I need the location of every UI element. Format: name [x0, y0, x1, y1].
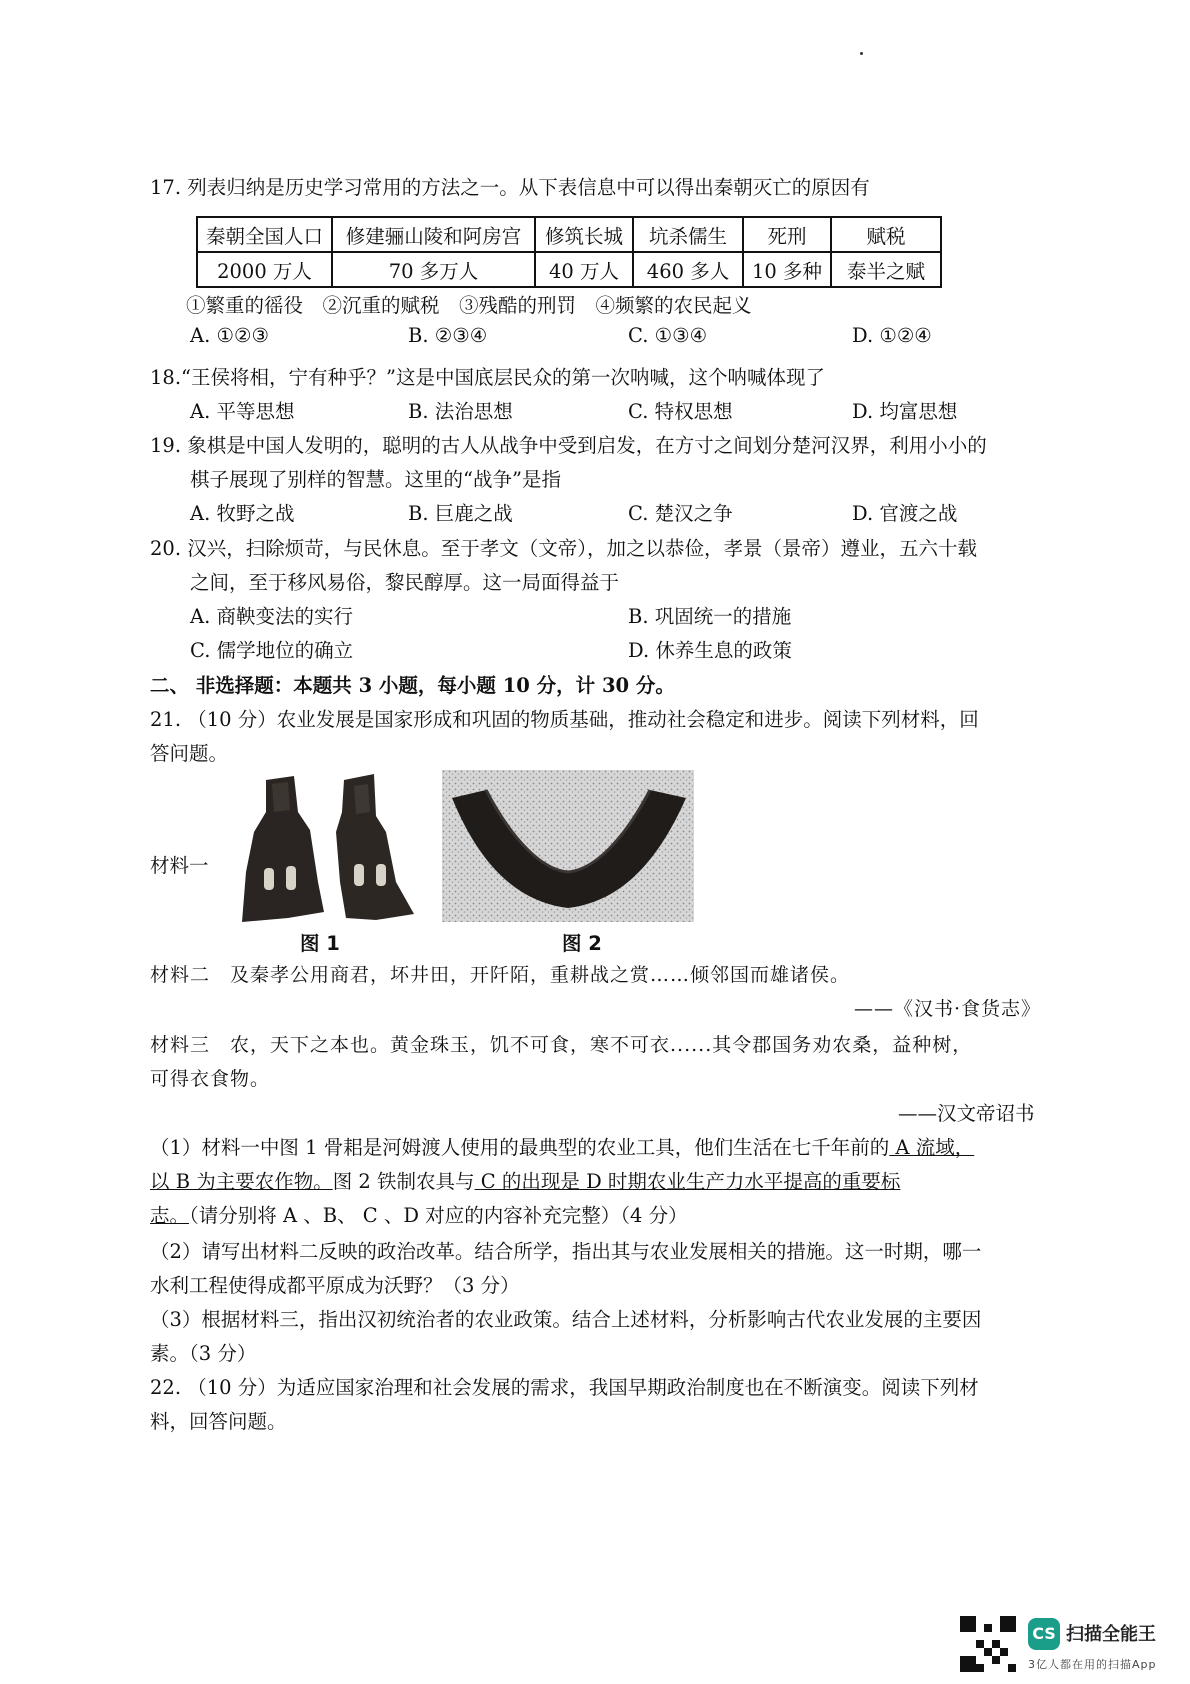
- q18-option-a: A. 平等思想: [190, 400, 295, 423]
- iron-plough-image: [442, 770, 694, 922]
- q21-sub1-line1: [150, 1132, 974, 1160]
- section-heading: 二、 非选择题：本题共 3 小题，每小题 10 分，计 30 分。: [150, 674, 675, 697]
- q19-option-b: B. 巨鹿之战: [408, 502, 513, 525]
- q19-stem-line1: 19. 象棋是中国人发明的，聪明的古人从战争中受到启发，在方寸之间划分楚河汉界，利用小小的: [150, 434, 987, 457]
- material3-line1: 材料三 农，天下之本也。黄金珠玉，饥不可食，寒不可衣......其令郡国务劝农桑，益种树，: [150, 1034, 973, 1056]
- q21-sub1-text: （1）材料一中图 1 骨耜是河姆渡人使用的最典型的农业工具，他们生活在七千年前的: [150, 1136, 890, 1159]
- bone-spade-image: [236, 772, 422, 922]
- q21-sub3-line1: （3）根据材料三，指出汉初统治者的农业政策。结合上述材料，分析影响古代农业发展的主要因: [150, 1308, 982, 1331]
- fig1-caption: 图 1: [300, 932, 340, 955]
- material3-source: ——汉文帝诏书: [898, 1102, 1035, 1125]
- q20-stem-line1: 20. 汉兴，扫除烦苛，与民休息。至于孝文（文帝），加之以恭俭，孝景（景帝）遵业，五六十载: [150, 537, 977, 560]
- q18-stem: 18.“王侯将相，宁有种乎？”这是中国底层民众的第一次呐喊，这个呐喊体现了: [150, 366, 825, 389]
- table-cell: 泰半之赋: [831, 252, 941, 287]
- table-cell: 修筑长城: [535, 217, 633, 252]
- q17-items: ①繁重的徭役 ②沉重的赋税 ③残酷的刑罚 ④频繁的农民起义: [186, 294, 752, 317]
- q21-sub1-line2: [150, 1166, 900, 1194]
- q20-stem-line2: 之间，至于移风易俗，黎民醇厚。这一局面得益于: [190, 571, 620, 594]
- q22-stem-line1: 22. （10 分）为适应国家治理和社会发展的需求，我国早期政治制度也在不断演变。阅读下列材: [150, 1376, 979, 1399]
- q21-sub1-text: 志。: [150, 1204, 190, 1227]
- q21-sub2-line2: 水利工程使得成都平原成为沃野？（3 分）: [150, 1274, 520, 1297]
- q17-option-b: B. ②③④: [408, 324, 488, 347]
- q18-option-d: D. 均富思想: [852, 400, 958, 423]
- table-cell: 460 多人: [633, 252, 743, 287]
- table-row: [197, 252, 941, 287]
- material2-source: ——《汉书·食货志》: [854, 998, 1042, 1020]
- q21-sub2-line1: （2）请写出材料二反映的政治改革。结合所学，指出其与农业发展相关的措施。这一时期，哪一: [150, 1240, 982, 1263]
- q21-sub1-line3: [150, 1200, 688, 1228]
- q20-option-a: A. 商鞅变法的实行: [190, 605, 353, 628]
- q17-table: [196, 216, 942, 288]
- q21-sub3-line2: 素。（3 分）: [150, 1342, 257, 1365]
- table-cell: 赋税: [831, 217, 941, 252]
- material1-label: 材料一: [150, 854, 209, 877]
- material2-text: 材料二 及秦孝公用商君，坏井田，开阡陌，重耕战之赏……倾邻国而雄诸侯。: [150, 964, 851, 986]
- table-cell: 坑杀儒生: [633, 217, 743, 252]
- table-cell: 2000 万人: [197, 252, 332, 287]
- fig2-caption: 图 2: [562, 932, 602, 955]
- q17-option-d: D. ①②④: [852, 324, 932, 347]
- table-cell: 40 万人: [535, 252, 633, 287]
- q22-stem-line2: 料，回答问题。: [150, 1410, 287, 1433]
- stray-dot: [860, 52, 863, 55]
- q18-option-b: B. 法治思想: [408, 400, 513, 423]
- qr-code-icon: [960, 1616, 1016, 1672]
- q17-option-a: A. ①②③: [190, 324, 269, 347]
- q21-sub1-text: 图 2 铁制农具与: [332, 1170, 475, 1193]
- table-cell: 修建骊山陵和阿房宫: [332, 217, 535, 252]
- blank-b: 以 B 为主要农作物。: [150, 1170, 333, 1193]
- scanner-name: 扫描全能王: [1066, 1624, 1156, 1645]
- q18-option-c: C. 特权思想: [628, 400, 733, 423]
- q21-stem-line2: 答问题。: [150, 742, 229, 765]
- scanner-tagline: 3亿人都在用的扫描App: [1028, 1658, 1157, 1671]
- q20-option-c: C. 儒学地位的确立: [190, 639, 354, 662]
- q19-option-c: C. 楚汉之争: [628, 502, 733, 525]
- q20-option-d: D. 休养生息的政策: [628, 639, 792, 662]
- scanner-logo: CS: [1028, 1618, 1060, 1650]
- material3-line2: 可得衣食物。: [150, 1068, 271, 1090]
- blank-a: A 流域，: [889, 1136, 975, 1159]
- q20-option-b: B. 巩固统一的措施: [628, 605, 792, 628]
- table-cell: 死刑: [743, 217, 831, 252]
- q19-option-d: D. 官渡之战: [852, 502, 958, 525]
- table-header-row: [197, 217, 941, 252]
- table-cell: 70 多万人: [332, 252, 535, 287]
- blank-c-d: C 的出现是 D 时期农业生产力水平提高的重要标: [474, 1170, 901, 1193]
- q21-sub1-instruction: （请分别将 A 、B、 C 、D 对应的内容补充完整）（4 分）: [189, 1204, 688, 1227]
- q17-option-c: C. ①③④: [628, 324, 708, 347]
- table-cell: 10 多种: [743, 252, 831, 287]
- q21-stem-line1: 21. （10 分）农业发展是国家形成和巩固的物质基础，推动社会稳定和进步。阅读下列材料，回: [150, 708, 979, 731]
- table-cell: 秦朝全国人口: [197, 217, 332, 252]
- q17-stem: 17. 列表归纳是历史学习常用的方法之一。从下表信息中可以得出秦朝灭亡的原因有: [150, 176, 870, 199]
- q19-stem-line2: 棋子展现了别样的智慧。这里的“战争”是指: [190, 468, 561, 491]
- q19-option-a: A. 牧野之战: [190, 502, 295, 525]
